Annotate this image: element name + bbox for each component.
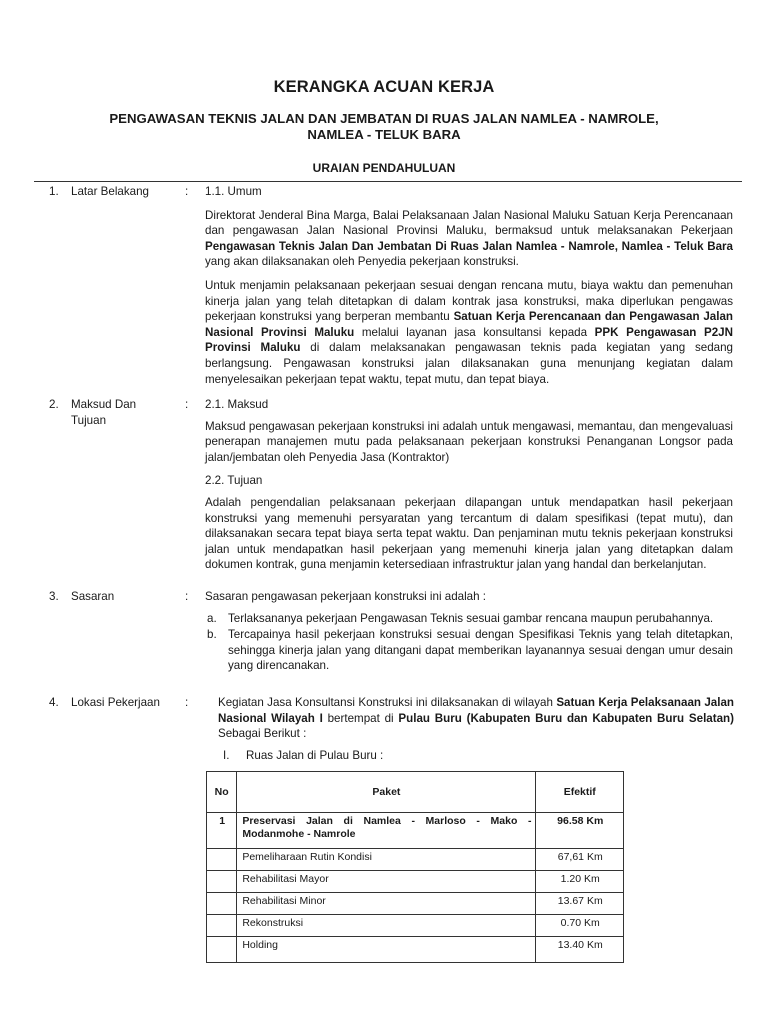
cell-paket: Pemeliharaan Rutin Kondisi bbox=[237, 849, 536, 871]
section-content bbox=[205, 184, 733, 395]
section-colon: : bbox=[185, 590, 189, 603]
section-label: Lokasi Pekerjaan bbox=[71, 696, 160, 709]
text-run: Sebagai Berikut : bbox=[218, 727, 307, 741]
intro-text: Sasaran pengawasan pekerjaan konstruksi ini adalah : bbox=[205, 590, 487, 603]
cell-paket: Rehabilitasi Minor bbox=[237, 893, 536, 915]
list-item bbox=[205, 611, 733, 627]
text-run: Direktorat Jenderal Bina Marga, Balai Pelaksanaan Jalan Nasional Maluku Satuan Kerja Perencanaan dan pengawasan Jalan Nasional Provinsi Maluku, bermaksud untuk melaksanakan Pekerjaan bbox=[205, 208, 733, 238]
table-row bbox=[207, 871, 624, 893]
text-run-bold: Satuan Kerja Perencanaan dan Pengawasan Jalan Nasional Provinsi Maluku bbox=[205, 310, 734, 339]
subtitle-line-1: PENGAWASAN TEKNIS JALAN DAN JEMBATAN DI RUAS JALAN NAMLEA - NAMROLE, bbox=[109, 111, 659, 126]
cell-efektif: 1.20 Km bbox=[536, 871, 624, 893]
cell-no bbox=[207, 849, 237, 871]
cell-efektif: 96.58 Km bbox=[536, 813, 624, 849]
section-number: 2. bbox=[49, 398, 59, 411]
cell-no bbox=[207, 893, 237, 915]
cell-efektif: 0.70 Km bbox=[536, 915, 624, 937]
cell-paket: Preservasi Jalan di Namlea - Marloso - Mako - Modanmohe - Namrole bbox=[237, 813, 536, 849]
section-colon: : bbox=[185, 696, 189, 709]
target-list bbox=[205, 611, 733, 674]
text-run: yang akan dilaksanakan oleh Penyedia pekerjaan konstruksi. bbox=[205, 255, 519, 269]
subsection-title: 2.1. Maksud bbox=[205, 398, 269, 411]
cell-efektif: 13.40 Km bbox=[536, 937, 624, 963]
paragraph: Adalah pengendalian pelaksanaan pekerjaan dilapangan untuk mendapatkan hasil pekerjaan konstruksi yang memenuhi persyaratan yang tercantum di dalam spesifikasi (tepat mutu), dan dilaksanakan secara tepat biaya serta tepat waktu. Dan penjaminan mutu teknis pekerjaan konstruksi jalan untuk mendapatkan hasil pekerjaan yang memenuhi kinerja jalan yang ditetapkan dalam dokumen kontrak, guna menjamin ketersediaan infrastruktur jalan yang handal dan berkelanjutan. bbox=[205, 495, 733, 572]
document-title: KERANGKA ACUAN KERJA bbox=[273, 78, 495, 96]
list-marker: b. bbox=[207, 628, 217, 642]
cell-paket: Rekonstruksi bbox=[237, 915, 536, 937]
section-label bbox=[71, 397, 176, 428]
divider-rule bbox=[34, 181, 742, 182]
cell-no bbox=[207, 915, 237, 937]
paragraph bbox=[205, 278, 733, 387]
list-text: Ruas Jalan di Pulau Buru : bbox=[246, 748, 384, 762]
text-run-bold: Pulau Buru (Kabupaten Buru dan Kabupaten Buru Selatan) bbox=[398, 711, 734, 725]
cell-no: 1 bbox=[207, 813, 237, 849]
section-number: 3. bbox=[49, 590, 59, 603]
cell-no bbox=[207, 871, 237, 893]
cell-efektif: 67,61 Km bbox=[536, 849, 624, 871]
label-line: Maksud Dan bbox=[71, 398, 137, 411]
section-content bbox=[218, 695, 734, 763]
table-row bbox=[207, 813, 624, 849]
text-run: Untuk menjamin pelaksanaan pekerjaan sesuai dengan rencana mutu, biaya waktu dan pemenuhan kinerja jalan yang telah ditetapkan di dalam kontrak jasa konstruksi, maka diperlukan pengawas pekerjaan konstruksi yang berperan membantu bbox=[205, 278, 733, 324]
text-run: Kegiatan Jasa Konsultansi Konstruksi ini dilaksanakan di wilayah bbox=[218, 696, 557, 709]
section-colon: : bbox=[185, 398, 189, 411]
header-efektif: Efektif bbox=[536, 772, 624, 813]
paragraph: Maksud pengawasan pekerjaan konstruksi ini adalah untuk mengawasi, memantau, dan mengevaluasi penerapan manajemen mutu pada pelaksanaan pekerjaan konstruksi Penanganan Longsor pada jalan/jembatan oleh Penyedia Jasa (Kontraktor) bbox=[205, 419, 733, 464]
table-row bbox=[207, 915, 624, 937]
section-content bbox=[205, 397, 733, 581]
paragraph bbox=[218, 695, 734, 742]
list-marker: a. bbox=[207, 611, 217, 625]
paket-table bbox=[206, 771, 624, 963]
section-content bbox=[205, 589, 733, 675]
table-header-row bbox=[207, 772, 624, 813]
subsection-title: 2.2. Tujuan bbox=[205, 474, 263, 488]
table-row bbox=[207, 937, 624, 963]
roman-list-item bbox=[218, 748, 734, 764]
text-run-bold: PPK Pengawasan P2JN Provinsi Maluku bbox=[205, 325, 733, 355]
table-row bbox=[207, 849, 624, 871]
cell-efektif: 13.67 Km bbox=[536, 893, 624, 915]
document-subtitle bbox=[100, 111, 668, 143]
header-paket: Paket bbox=[237, 772, 536, 813]
cell-no bbox=[207, 937, 237, 963]
section-label: Sasaran bbox=[71, 590, 115, 603]
subsection-title: 1.1. Umum bbox=[205, 185, 262, 198]
list-marker: I. bbox=[223, 748, 230, 762]
label-line: Tujuan bbox=[71, 413, 107, 427]
text-run-bold: Satuan Kerja Pelaksanaan Jalan Nasional Wilayah I bbox=[218, 696, 734, 725]
section-colon: : bbox=[185, 185, 189, 198]
text-run: di dalam melaksanakan pengawasan teknis pada kegiatan yang sedang berlangsung. Pengawasan konstruksi jalan dilaksanakan guna menunjang kegiatan dalam menyelesaikan pekerjaan tepat waktu, tepat mutu, dan tepat biaya. bbox=[205, 341, 733, 386]
text-run-bold: Pengawasan Teknis Jalan Dan Jembatan Di Ruas Jalan Namlea - Namrole, Namlea - Teluk Bara bbox=[205, 239, 733, 253]
header-no: No bbox=[207, 772, 237, 813]
section-heading: URAIAN PENDAHULUAN bbox=[312, 161, 456, 175]
table-row bbox=[207, 893, 624, 915]
section-number: 1. bbox=[49, 185, 59, 198]
cell-paket: Holding bbox=[237, 937, 536, 963]
text-run: melalui layanan jasa konsultansi kepada bbox=[354, 325, 595, 339]
subtitle-line-2: NAMLEA - TELUK BARA bbox=[307, 127, 461, 142]
cell-paket: Rehabilitasi Mayor bbox=[237, 871, 536, 893]
list-text: Terlaksananya pekerjaan Pengawasan Teknis sesuai gambar rencana maupun perubahannya. bbox=[228, 611, 714, 625]
list-item bbox=[205, 627, 733, 674]
paragraph bbox=[205, 208, 733, 270]
section-label: Latar Belakang bbox=[71, 185, 149, 198]
section-number: 4. bbox=[49, 696, 59, 709]
list-text: Tercapainya hasil pekerjaan konstruksi sesuai dengan Spesifikasi Teknis yang telah ditetapkan, sehingga kinerja jalan yang ditangani dapat memberikan layanannya sesuai dengan umur desain yang direncanakan. bbox=[228, 628, 733, 673]
text-run: bertempat di bbox=[322, 711, 399, 725]
